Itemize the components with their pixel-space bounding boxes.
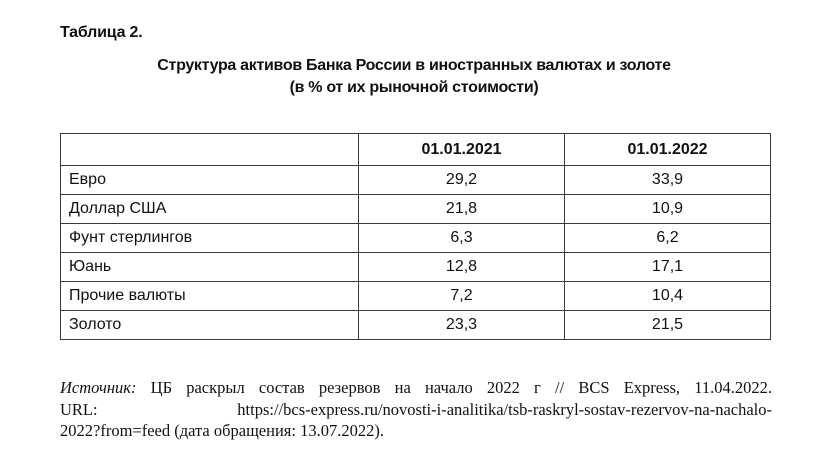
data-table [60,133,771,340]
row-label: Золото [61,311,359,340]
source-url-line: URL: https://bcs-express.ru/novosti-i-analitika/tsb-raskryl-sostav-rezervov-na-nachalo- [60,399,772,419]
row-label: Прочие валюты [61,282,359,311]
value-2022: 33,9 [565,166,771,195]
value-2022: 17,1 [565,253,771,282]
source-prefix: Источник: [60,378,137,397]
header-cell-empty [61,134,359,166]
row-label: Юань [61,253,359,282]
value-2021: 29,2 [359,166,565,195]
table-subtitle: (в % от их рыночной стоимости) [289,79,539,96]
source-citation: ЦБ раскрыл состав резервов на начало 2022 г // BCS Express, 11.04.2022. [136,378,772,397]
table-row [61,166,771,195]
source-access-date-line: 2022?from=feed (дата обращения: 13.07.2022). [60,421,384,440]
value-2022: 10,4 [565,282,771,311]
row-label: Фунт стерлингов [61,224,359,253]
header-cell-2022: 01.01.2022 [565,134,771,166]
value-2022: 21,5 [565,311,771,340]
table-header-row [61,134,771,166]
value-2021: 6,3 [359,224,565,253]
value-2021: 7,2 [359,282,565,311]
table-row [61,311,771,340]
source-note [60,377,772,442]
value-2021: 12,8 [359,253,565,282]
table-label: Таблица 2. [60,24,143,41]
value-2021: 21,8 [359,195,565,224]
value-2022: 6,2 [565,224,771,253]
table-row [61,282,771,311]
table-row [61,224,771,253]
value-2022: 10,9 [565,195,771,224]
table-row [61,195,771,224]
value-2021: 23,3 [359,311,565,340]
row-label: Евро [61,166,359,195]
header-cell-2021: 01.01.2021 [359,134,565,166]
table-row [61,253,771,282]
table-title: Структура активов Банка России в иностранных валютах и золоте [157,57,671,74]
row-label: Доллар США [61,195,359,224]
source-line-1 [60,377,772,399]
